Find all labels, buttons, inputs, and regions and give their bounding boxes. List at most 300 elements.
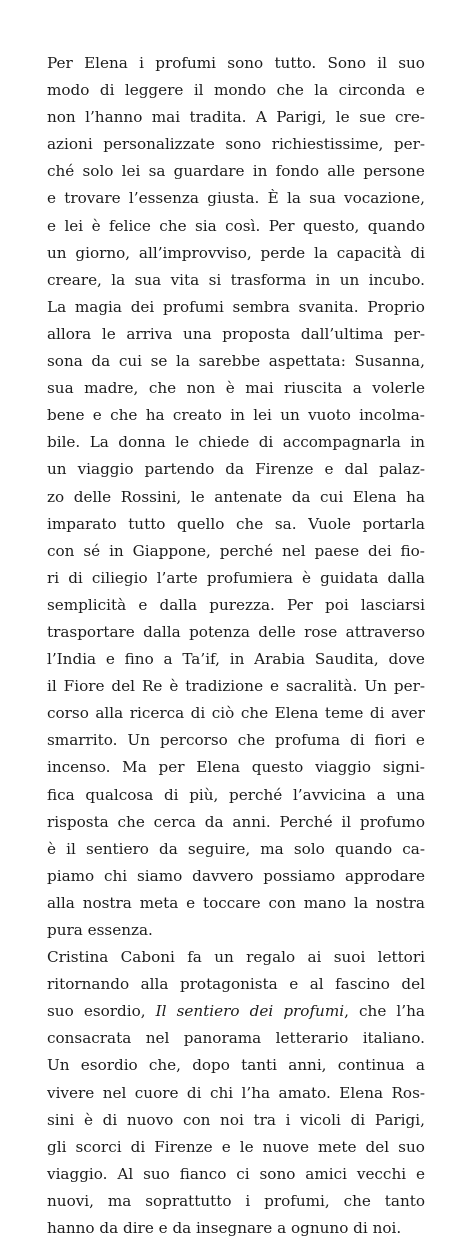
word: signi- [382,758,425,777]
word: dei [130,297,155,316]
word: circonda [338,81,406,100]
word: dalla [159,595,198,614]
word: anni. [232,812,271,831]
word: giorno, [75,243,131,262]
word: che [236,514,264,533]
word: dalla [387,568,425,587]
text-line [47,375,425,402]
word: giusta. [207,189,260,208]
word: dove [388,650,425,669]
word: il [66,839,76,858]
word: perché [219,541,274,560]
word: Elena [339,1083,384,1102]
word: potenza [189,622,250,641]
word: sini [47,1110,75,1129]
word: smarrito. [47,731,118,750]
word: le [239,1137,254,1156]
word: a [352,379,362,398]
word: nel [281,541,306,560]
word: continua [337,1056,405,1075]
text-line [47,1080,425,1107]
word: aver [391,704,425,723]
text-line [47,619,425,646]
text-line [47,158,425,185]
word: amato. [278,1083,331,1102]
word: gli [47,1137,67,1156]
word: Rossini, [120,487,182,506]
word: La [89,433,109,452]
word: Parigi, [276,108,327,127]
word: sona [47,352,83,371]
text-line [47,294,425,321]
word: capacità [336,243,402,262]
word: Firenze [154,1137,213,1156]
word: alla [95,704,124,723]
word: un [339,270,360,289]
word: perde [260,243,306,262]
word: suo [47,1002,74,1021]
word: un [280,406,300,425]
text-line [47,754,425,781]
word: un [214,948,234,967]
word: di [130,1137,146,1156]
text-line [47,836,425,863]
text-line [47,538,425,565]
word: che [359,1002,387,1021]
word: non [47,108,76,127]
word: sono [227,54,264,72]
word: di [190,704,206,723]
word: bile. [47,433,81,452]
word: alla [140,975,169,994]
word: tutto. [274,54,317,72]
text-line [47,917,425,944]
word: sua [134,270,162,289]
word: profumi, [264,1191,330,1210]
word: di [369,704,385,723]
word: il [47,677,57,696]
word: dalla [143,622,181,641]
word: profumo [359,812,425,831]
word: per [158,758,185,777]
word: vicoli [300,1110,341,1129]
word: e [138,595,148,614]
word: che [276,81,304,100]
word: la [176,352,190,371]
word: amici [305,1164,347,1183]
word: Giappone, [132,541,211,560]
word: quando [334,839,393,858]
word: Un [127,731,150,750]
word: ciò [211,704,235,723]
text-line [47,429,425,456]
word: ha [145,406,165,425]
word: il [193,81,204,100]
word: Cristina [47,948,109,967]
word: risposta [47,812,109,831]
text-line-content: hanno da dire e da insegnare a ognuno di noi. [47,1219,402,1238]
word: teme [324,704,364,723]
word: la [286,189,301,208]
word: da [159,839,178,858]
word: di [349,731,365,750]
word: al [309,975,324,994]
word: nuove [262,1137,309,1156]
word: che [110,406,138,425]
word: che [237,731,266,750]
word: nel [145,1029,170,1048]
word: ca- [402,839,425,858]
word: per- [393,324,425,343]
word: un [47,243,67,262]
word: ci [236,1164,250,1183]
word: Re [141,677,163,696]
word: una [396,785,425,804]
word: solo [293,839,325,858]
word: lettori [377,948,425,967]
text-line [47,185,425,212]
word: e [105,650,115,669]
text-line [47,1215,425,1242]
word: con [182,1110,211,1129]
word: Susanna, [354,352,425,371]
word: trasportare [47,622,135,641]
word: approdare [345,866,425,885]
word: sacralità. [285,677,358,696]
word: nostra [375,893,425,912]
word: alla [47,893,75,912]
word: lei [121,162,141,181]
word: imparato [47,514,117,533]
text-line [47,1134,425,1161]
text-line [47,1188,425,1215]
word: chi [104,866,128,885]
text-line [47,809,425,836]
word: ma [260,839,284,858]
word: non [186,379,216,398]
text-line [47,890,425,917]
word: Perché [279,812,333,831]
word: di [350,1110,366,1129]
text-line [47,213,425,240]
word: donna [118,433,166,452]
word: Un [47,1056,70,1075]
word: nostra [82,893,132,912]
italic-title-word: profumi, [283,1002,349,1021]
word: ricerca [129,704,185,723]
word: e [221,1137,231,1156]
word: siamo [137,866,183,885]
word: di [186,1083,202,1102]
word: suo [398,54,425,72]
word: viaggio [315,758,372,777]
text-line [47,131,425,158]
word: Vuole [308,514,351,533]
text-line [47,944,425,971]
word: del [111,677,135,696]
word: panorama [183,1029,262,1048]
word: l’arte [156,568,198,587]
text-line [47,456,425,483]
word: allora [47,324,92,343]
word: cerca [153,812,196,831]
word: Elena [352,487,397,506]
word: quello [177,514,225,533]
word: paese [314,541,360,560]
text-line [47,50,425,77]
word: ché [47,162,75,181]
text-line [47,700,425,727]
word: trovare [64,189,121,208]
word: dei [368,541,392,560]
word: lei [253,406,272,425]
word: attraverso [345,622,425,641]
word: fino [124,650,154,669]
word: seguire, [187,839,251,858]
word: modo [47,81,90,100]
word: è [83,1110,93,1129]
word: incenso. [47,758,111,777]
word: zo [47,487,65,506]
word: leggere [124,81,184,100]
text-line [47,267,425,294]
word: con [268,893,296,912]
word: mete [318,1137,357,1156]
word: cui [118,352,142,371]
word: Un [364,677,387,696]
word: profumiera [206,568,293,587]
word: cuore [134,1083,179,1102]
word: in [109,541,124,560]
word: creato [172,406,222,425]
word: di [163,785,179,804]
word: e [415,731,425,750]
text-line [47,348,425,375]
word: in [410,433,425,452]
word: Parigi, [374,1110,425,1129]
word: ai [307,948,322,967]
word: guidata [320,568,379,587]
word: suo [398,1137,425,1156]
word: i [139,54,144,72]
word: sono [225,135,262,154]
word: Arabia [254,650,306,669]
text-line [47,998,425,1025]
word: azioni [47,135,93,154]
word: tradita. [189,108,247,127]
word: ciliegio [91,568,148,587]
word: tutto [128,514,166,533]
word: che [343,1191,371,1210]
word: per- [393,677,425,696]
word: creare, [47,270,102,289]
word: i [245,1191,251,1210]
word: lei [64,216,84,235]
word: Al [117,1164,134,1183]
word: palaz- [379,460,425,479]
word: e [289,975,299,994]
text-line [47,971,425,998]
text-line [47,646,425,673]
word: di [410,243,425,262]
word: corso [47,704,89,723]
word: nuovi, [47,1191,94,1210]
word: arriva [126,324,173,343]
word: esordio, [83,1002,146,1021]
word: l’avvicina [292,785,366,804]
text-line-content: pura essenza. [47,921,153,939]
word: sentiero [85,839,149,858]
word: Ta’if, [182,650,220,669]
text-line [47,104,425,131]
word: madre, [84,379,139,398]
word: quando [367,216,425,235]
word: accompagnarla [282,433,401,452]
word: le [335,108,350,127]
word: noi [220,1110,244,1129]
word: ma [107,1191,132,1210]
word: fio- [400,541,425,560]
word: scorci [75,1137,122,1156]
word: del [401,975,425,994]
word: alle [327,162,355,181]
word: chi [209,1083,234,1102]
word: letterario [275,1029,349,1048]
word: per- [393,135,425,154]
word: percorso [159,731,228,750]
word: toccare [203,893,261,912]
word: a [163,650,173,669]
word: che [240,704,269,723]
word: chiede [198,433,250,452]
word: semplicità [47,595,127,614]
word: incolma- [359,406,425,425]
word: sa [148,162,166,181]
word: che [159,216,187,235]
word: sua [309,189,336,208]
text-line [47,673,425,700]
word: richiestissime, [271,135,384,154]
word: che, [148,1056,181,1075]
text-line [47,402,425,429]
word: mondo [213,81,267,100]
word: mai [245,379,274,398]
word: l’ha [396,1002,425,1021]
word: lasciarsi [360,595,425,614]
word: bene [47,406,85,425]
word: sue [359,108,386,127]
word: l’India [47,650,97,669]
word: più, [189,785,219,804]
word: e [92,406,102,425]
text-line [47,863,425,890]
word: la [354,893,368,912]
word: poi [325,595,349,614]
text-line [47,565,425,592]
word: mano [303,893,347,912]
word: Per [47,54,73,72]
word: all’improvviso, [138,243,252,262]
word: fianco [179,1164,227,1183]
word: Elena [196,758,241,777]
word: A [255,108,267,127]
word: delle [258,622,296,641]
word: tanto [384,1191,425,1210]
word: è [169,677,179,696]
word: regalo [246,948,296,967]
word: Saudita, [314,650,379,669]
word: a [376,785,386,804]
text-line [47,240,425,267]
word: rose [304,622,338,641]
word: in [229,650,245,669]
word: a [415,1056,425,1075]
word: sia [195,216,217,235]
word: e [47,216,56,235]
word: delle [73,487,112,506]
word: qualcosa [85,785,154,804]
word: fiori [374,731,406,750]
text-line [47,511,425,538]
word: piamo [47,866,95,885]
word: e [415,81,425,100]
word: nel [102,1083,127,1102]
word: magia [74,297,122,316]
word: suo [143,1164,170,1183]
word: vita [170,270,200,289]
word: cre- [395,108,425,127]
word: guardare [173,162,245,181]
word: dall’ultima [300,324,384,343]
word: vivere [47,1083,95,1102]
text-line [47,1052,425,1079]
word: è [91,216,101,235]
word: nuovo [126,1110,174,1129]
word: in [230,406,245,425]
word: solo [82,162,114,181]
word: i [285,1110,291,1129]
word: viaggio [77,460,134,479]
word: del [365,1137,390,1156]
word: partendo [144,460,215,479]
text-line [47,1161,425,1188]
word: svanita. [298,297,359,316]
text-line [47,321,425,348]
word: Elena [84,54,128,72]
word: in [252,162,268,181]
word: Per [287,595,313,614]
word: ritornando [47,975,130,994]
word: fascino [335,975,390,994]
word: si [208,270,222,289]
word: sua [47,379,74,398]
word: le [190,487,205,506]
word: le [175,433,190,452]
word: viaggio. [47,1164,108,1183]
word: da [91,352,111,371]
word: il [377,54,387,72]
word: Ma [122,758,147,777]
word: cui [320,487,344,506]
word: È [267,189,279,208]
word: con [47,541,75,560]
word: e [324,460,334,479]
word: e [47,189,56,208]
word: Caboni [120,948,175,967]
word: protagonista [179,975,278,994]
word: Ros- [391,1083,425,1102]
word: ha [406,487,425,506]
